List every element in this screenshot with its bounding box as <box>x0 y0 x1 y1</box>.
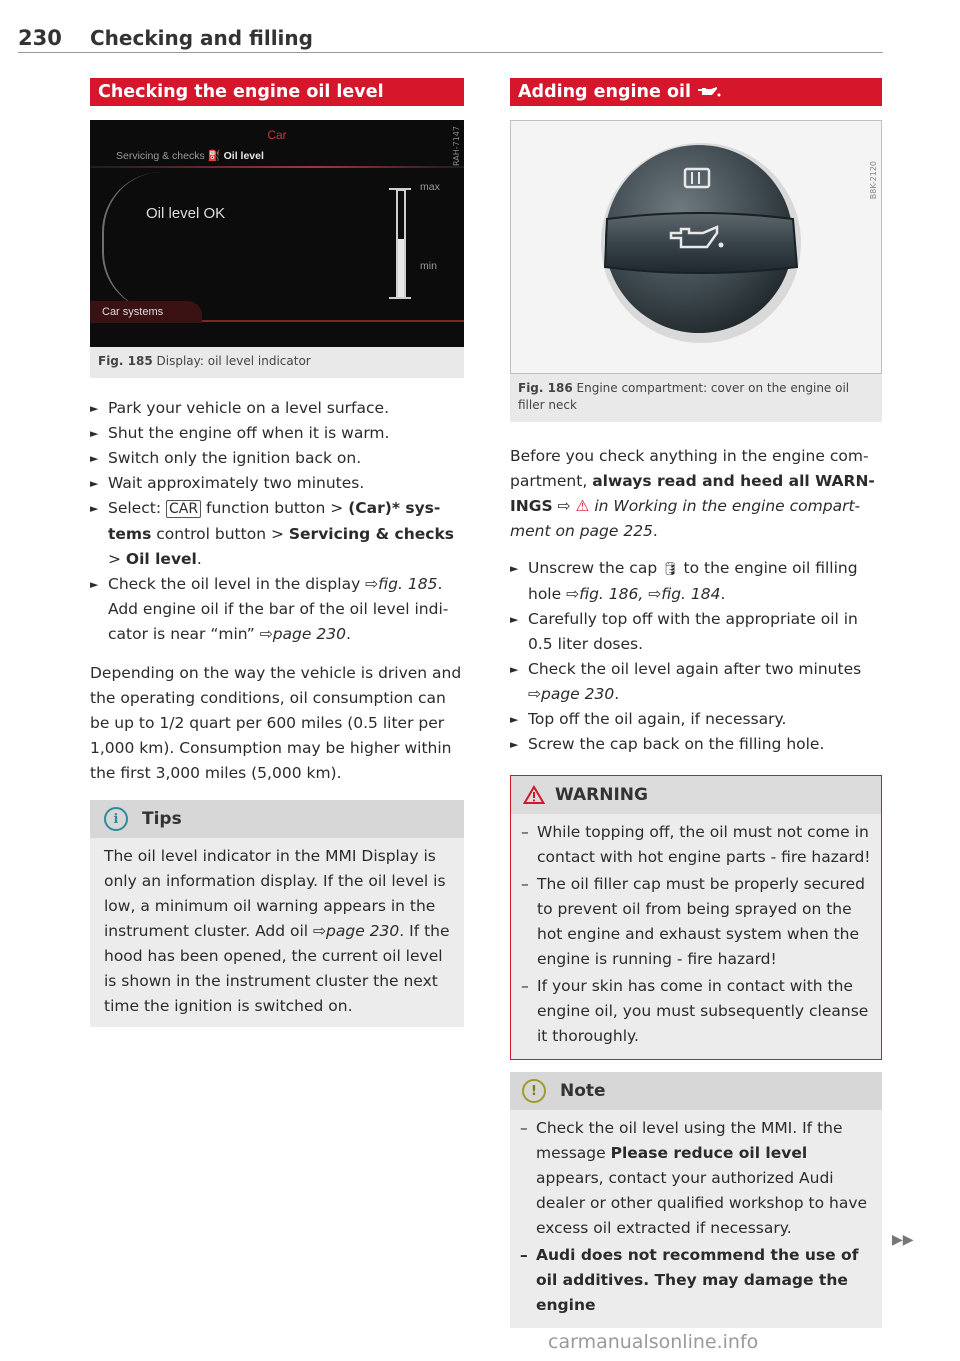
warning-triangle-icon: ⚠ <box>575 497 590 515</box>
text: > <box>108 550 126 568</box>
page-number: 230 <box>18 26 62 50</box>
instruction-list <box>510 556 882 757</box>
bold-text: (Car)* systems <box>108 499 441 543</box>
figure-185 <box>90 120 464 378</box>
list-item: ► Wait approximately two minutes. <box>90 471 464 496</box>
text: . <box>345 625 351 643</box>
list-item: ► Park your vehicle on a level surface. <box>90 396 464 421</box>
note-box <box>510 1072 882 1328</box>
cross-reference-link[interactable]: in Working in the engine compartment on page 225 <box>510 497 861 540</box>
oil-level-message: Oil level OK <box>146 205 226 222</box>
figure-number: Fig. 186 <box>518 381 573 395</box>
oil-can-icon: ⛽ <box>207 150 224 162</box>
cross-reference-link[interactable]: ⇨fig. 185 <box>365 575 438 593</box>
tips-label: Tips <box>142 809 182 829</box>
list-item: ► Top off the oil again, if necessary. <box>510 707 882 732</box>
heading-text: Adding engine oil <box>518 82 691 102</box>
warning-header <box>511 776 881 814</box>
text: Select: <box>108 499 166 517</box>
screen-title: Car <box>267 128 287 142</box>
cross-reference-link[interactable]: ⇨page 230 <box>528 685 615 703</box>
list-item: ► Switch only the ignition back on. <box>90 446 464 471</box>
bold-text: Servicing & checks <box>288 525 455 543</box>
page-header <box>18 24 883 53</box>
oil-filler-cap-illustration <box>511 121 882 374</box>
breadcrumb-parent: Servicing & checks <box>116 150 205 162</box>
oil-gauge-fill <box>398 239 404 297</box>
left-column <box>90 78 464 1027</box>
screen-divider <box>90 166 464 168</box>
info-icon: i <box>104 807 128 831</box>
bold-text: Please reduce oil level <box>610 1144 808 1162</box>
list-item <box>90 572 464 647</box>
bold-text: always read and heed all WARNINGS <box>510 472 875 515</box>
oil-can-icon <box>697 85 721 99</box>
text: Check the oil level in the display <box>108 575 366 593</box>
list-item <box>520 1116 872 1241</box>
instruction-list <box>90 396 464 647</box>
text: . Add engine oil if the bar of the oil level indicator is near “min” <box>108 575 449 643</box>
figure-caption <box>90 347 464 378</box>
list-item: ► Shut the engine off when it is warm. <box>90 421 464 446</box>
footer-watermark: carmanualsonline.info <box>548 1331 759 1353</box>
warning-list <box>511 814 881 1059</box>
section-title: Checking and filling <box>90 26 313 50</box>
section-heading-checking-oil: Checking the engine oil level <box>90 78 464 106</box>
list-item <box>90 496 464 572</box>
text: . <box>652 522 658 540</box>
figure-text: Engine compartment: cover on the engine oil filler neck <box>518 381 850 412</box>
mmi-display-screen <box>90 120 464 347</box>
screen-breadcrumb <box>116 149 264 162</box>
tips-header <box>90 800 464 838</box>
warning-label: WARNING <box>555 785 648 805</box>
text: . If the hood has been opened, the current oil level is shown in the instrument cluster the next time the ignition is switched on. <box>104 922 450 1015</box>
tips-body <box>90 838 464 1027</box>
note-label: Note <box>560 1081 606 1101</box>
gauge-max-label: max <box>420 181 440 193</box>
list-item: ► Carefully top off with the appropriate oil in 0.5 liter doses. <box>510 607 882 657</box>
text: to the engine oil filling hole <box>528 559 858 603</box>
cross-reference-link[interactable]: ⇨page 230 <box>313 922 400 940</box>
text: The oil level indicator in the MMI Display is only an information display. If the oil level is low, a minimum oil warning appears in the instrument cluster. Add oil <box>104 847 446 940</box>
continue-arrow-icon: ▶▶ <box>892 1232 914 1248</box>
text: . <box>614 685 620 703</box>
figure-text: Display: oil level indicator <box>156 354 311 368</box>
cross-reference-link[interactable]: ⇨fig. 186, ⇨fig. 184 <box>566 585 721 603</box>
warning-box <box>510 775 882 1060</box>
oil-cap-photo <box>510 120 882 374</box>
oil-can-icon: 🛢 <box>662 562 679 577</box>
section-heading-adding-oil <box>510 78 882 106</box>
warning-triangle-icon <box>523 785 545 805</box>
figure-number: Fig. 185 <box>98 354 153 368</box>
list-item: – While topping off, the oil must not come in contact with hot engine parts - fire hazard! <box>521 820 871 870</box>
screen-arc-decoration <box>102 172 164 312</box>
text: Before you check anything in the engine compartment, <box>510 447 869 490</box>
gauge-min-tick <box>389 297 411 299</box>
car-systems-tab: Car systems <box>90 301 202 323</box>
text: Check the oil level using the MMI. If the message <box>536 1119 843 1162</box>
right-column <box>510 78 882 1328</box>
list-item: – Audi does not recommend the use of oil additives. They may damage the engine <box>520 1243 872 1318</box>
text: appears, contact your authorized Audi dealer or other qualified workshop to have excess oil extracted if necessary. <box>536 1169 868 1237</box>
bold-text: Oil level <box>125 550 197 568</box>
text: control button > <box>151 525 289 543</box>
note-header <box>510 1072 882 1110</box>
cross-reference-link[interactable]: ⇨page 230 <box>259 625 346 643</box>
text: function button > <box>201 499 349 517</box>
text: . <box>196 550 202 568</box>
list-item: – The oil filler cap must be properly secured to prevent oil from being sprayed on the hot engine and exhaust system when the engine is running - fire hazard! <box>521 872 871 972</box>
gauge-min-label: min <box>420 260 437 272</box>
list-item: – If your skin has come in contact with the engine oil, you must subsequently cleanse it thoroughly. <box>521 974 871 1049</box>
consumption-paragraph: Depending on the way the vehicle is driven and the operating conditions, oil consumption can be up to 1/2 quart per 600 miles (0.5 liter per 1,000 km). Consumption may be higher within the first 3,000 miles (5,000 km). <box>90 664 462 782</box>
text: . <box>720 585 726 603</box>
exclamation-icon: ! <box>522 1079 546 1103</box>
list-item <box>510 657 882 707</box>
figure-caption <box>510 374 882 422</box>
breadcrumb-current: Oil level <box>223 150 264 162</box>
image-id: B8K-2120 <box>869 161 878 200</box>
text: Check the oil level again after two minutes <box>528 660 862 678</box>
car-key-label: CAR <box>166 500 201 518</box>
text: ⇨ <box>552 497 576 515</box>
tips-box <box>90 800 464 1027</box>
intro-paragraph <box>510 444 882 544</box>
figure-186 <box>510 120 882 422</box>
text: Unscrew the cap <box>528 559 663 577</box>
image-id: RAH-7147 <box>452 126 461 166</box>
list-item <box>510 556 882 607</box>
note-list <box>510 1110 882 1328</box>
list-item: ► Screw the cap back on the filling hole. <box>510 732 882 757</box>
